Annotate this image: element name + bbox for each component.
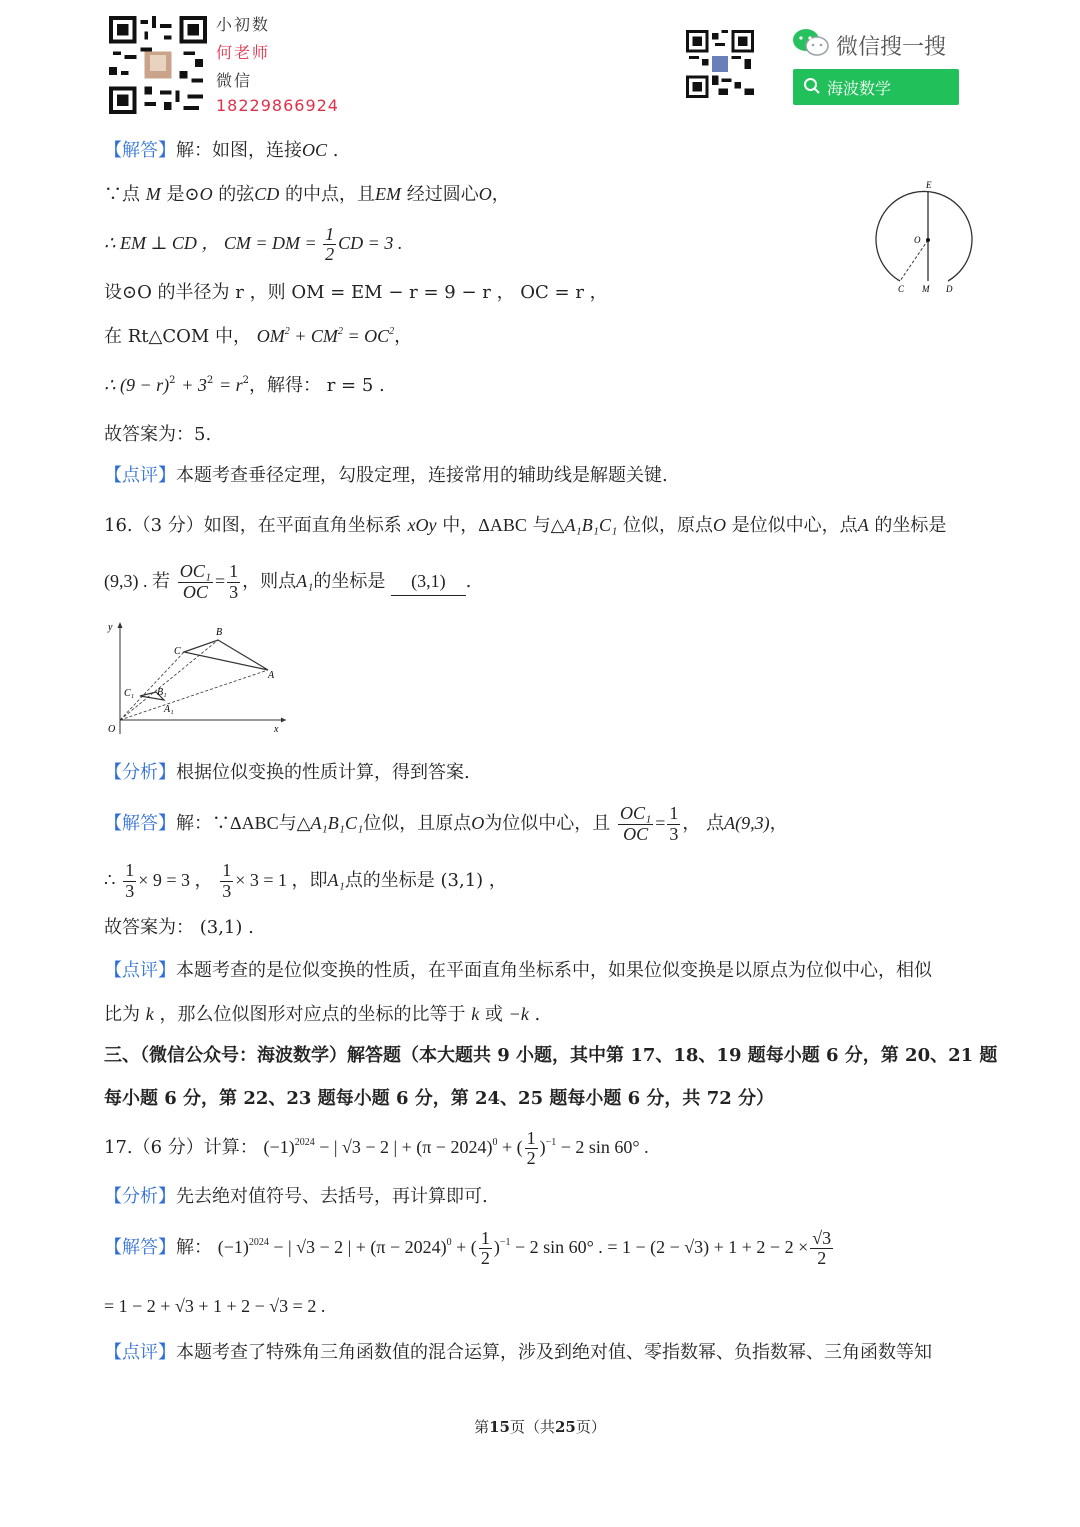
text: 解： [176, 1237, 212, 1258]
label-O: O [108, 724, 116, 735]
label-x: x [274, 724, 279, 735]
fraction: $\frac{1}{2}$ [526, 1127, 536, 1169]
fraction: $\frac{\text{OC₁}}{OC}$ [179, 560, 211, 602]
math: − 2 sin 60° . [514, 1237, 603, 1257]
math: ∴ (9 − r) [104, 375, 170, 395]
label-E: E [926, 180, 932, 190]
math: −1 [545, 1137, 557, 1148]
text: 根据位似变换的性质计算，得到答案. [176, 762, 470, 783]
text: 在 Rt△COM 中， [104, 326, 252, 347]
text: 本题考查垂径定理，勾股定理，连接常用的辅助线是解题关键. [176, 465, 668, 486]
search-button[interactable] [793, 69, 959, 105]
label-A: A [268, 670, 275, 681]
page-total: 25 [555, 1418, 576, 1436]
text: 位似，且原点 [363, 813, 472, 834]
math: × 3 = 1 ，即 [235, 870, 328, 890]
text: ，则点 [242, 571, 297, 592]
handwriting-line-2: 何老师 [216, 43, 271, 62]
wechat-search-label: 微信搜一搜 [836, 35, 947, 60]
fraction: $\frac{\text{OC₁}}{OC}$ [619, 802, 652, 844]
text: 16.（3 分）如图，在平面直角坐标系 [104, 515, 402, 536]
answer-line-1: 【解答】解：如图，连接OC . [104, 140, 339, 161]
handwriting-phone: 18229866924 [216, 96, 339, 115]
math: OM [256, 326, 285, 346]
math: ) [539, 1137, 546, 1157]
math: CD [254, 184, 280, 204]
q16-line-1 [104, 512, 946, 539]
text: (9,3) . 若 [104, 571, 170, 591]
page-footer [0, 1416, 1080, 1437]
text: ， [769, 813, 788, 834]
math: O [199, 184, 213, 204]
fraction: $\frac{1}{3}$ [125, 859, 135, 901]
dianping-tag: 【点评】 [104, 1342, 176, 1363]
text: 经过圆心 [406, 184, 479, 205]
answer-line-7: 故答案为：5. [104, 424, 212, 445]
math: − | √3 − 2 | + (π − 2024) [273, 1237, 447, 1257]
math: A₁B₁C₁ [564, 515, 618, 535]
q16-answer: 故答案为： (3,1) . [104, 917, 254, 938]
text: 位似，原点 [622, 515, 713, 536]
section-heading-line-1: 三、（微信公众号：海波数学）解答题（本大题共 9 小题，其中第 17、18、19 题每小题 6 分，第 20、21 题 [104, 1045, 998, 1066]
math: xOy [407, 515, 437, 535]
text: 点的坐标是 (3,1) ， [344, 870, 507, 891]
math: 0 [446, 1237, 452, 1248]
answer-line-2 [104, 181, 510, 208]
text: ∵点 [104, 184, 140, 205]
jieda-tag: 【解答】 [104, 813, 176, 834]
label-M: M [922, 284, 930, 294]
jieda-tag: 【解答】 [104, 140, 176, 161]
math: = r [218, 375, 243, 395]
answer-line-4: 设⊙O 的半径为 r ，则 OM = EM − r = 9 − r ， OC = r ， [104, 282, 608, 303]
q17-dianping [104, 1340, 932, 1366]
text: ，那么位似图形对应点的坐标的比等于 [159, 1004, 466, 1025]
label-C: C [898, 284, 905, 294]
text: ∴ [104, 870, 116, 891]
fraction: $\frac{1}{3}$ [669, 802, 679, 844]
math: ΔABC [230, 813, 279, 833]
math: EM [375, 184, 402, 204]
text: 先去绝对值符号、去括号，再计算即可. [176, 1186, 488, 1207]
text: 为位似中心，且 [484, 813, 611, 834]
math: = OC [347, 326, 390, 346]
text: 本题考查的是位似变换的性质，在平面直角坐标系中，如果位似变换是以原点为位似中心，相似 [176, 960, 932, 981]
label-C1: C₁ [124, 688, 135, 699]
q17-jieda-1 [104, 1222, 835, 1272]
text: ， [394, 326, 413, 347]
fraction: $\frac{1}{2}$ [480, 1227, 490, 1269]
text: 是位似中心，点 [731, 515, 858, 536]
q16-dianping-1 [104, 958, 932, 984]
text: 17.（6 分）计算： [104, 1137, 258, 1158]
handwriting-line-1: 小初数 [216, 15, 271, 34]
q16-dianping-2 [104, 1001, 540, 1028]
text: 或 [484, 1004, 503, 1025]
math: k [471, 1004, 480, 1024]
text: 比为 [104, 1004, 140, 1025]
text: ， [491, 184, 510, 205]
math: (−1) [217, 1237, 249, 1257]
math: + CM [294, 326, 338, 346]
math: 0 [492, 1137, 498, 1148]
text: 的坐标是 [313, 571, 386, 592]
label-D: D [946, 284, 953, 294]
fraction: $\frac{1}{2}$ [325, 223, 335, 265]
text: 与△ [532, 515, 565, 536]
qr-code-contact [108, 16, 208, 114]
q17-question [104, 1122, 649, 1172]
text: 页） [575, 1418, 606, 1436]
section-heading-line-2: 每小题 6 分，第 22、23 题每小题 6 分，第 24、25 题每小题 6 分，共 72 分） [104, 1088, 775, 1109]
text: 的坐标是 [874, 515, 947, 536]
math: + ( [501, 1137, 523, 1157]
handwriting-line-3: 微信 [216, 71, 253, 90]
math: − | √3 − 2 | + (π − 2024) [319, 1137, 493, 1157]
math: A [857, 515, 869, 535]
answer-line-3 [104, 218, 402, 268]
text: 的中点，且 [285, 184, 376, 205]
page-number: 15 [489, 1418, 510, 1436]
fraction: $\frac{1}{3}$ [222, 859, 232, 901]
text: 与△ [278, 813, 311, 834]
math: − 2 sin 60° . [560, 1137, 649, 1157]
math: 2024 [248, 1237, 269, 1248]
math: CD = 3 . [338, 233, 403, 253]
dianping-tag: 【点评】 [104, 465, 176, 486]
text: 是⊙ [166, 184, 200, 205]
fraction: $\frac{√3}{2}$ [812, 1227, 832, 1269]
text: 页（共 [509, 1418, 555, 1436]
jieda-tag: 【解答】 [104, 1237, 176, 1258]
answer-line-6: ∴ $(9 - r)^2 + 3^2 = r^2$，解得： r = 5 . [104, 375, 385, 396]
fenxi-tag: 【分析】 [104, 1186, 176, 1207]
text: 解：如图，连接 [176, 140, 302, 161]
math: = 1 − (2 − √3) + 1 + 2 − 2 × [607, 1237, 809, 1257]
label-B: B [216, 627, 223, 638]
q16-jieda-2 [104, 855, 507, 905]
search-icon [803, 77, 821, 100]
math: + 3 [181, 375, 207, 395]
dianping-tag: 【点评】 [104, 960, 176, 981]
math: A₁ [327, 870, 345, 890]
text: ， 点 [682, 813, 725, 834]
math: O [471, 813, 485, 833]
math: 2024 [294, 1137, 315, 1148]
q16-jieda-1 [104, 798, 788, 848]
math: −k [508, 1004, 529, 1024]
math: A₁ [296, 571, 314, 591]
answer-blank: (3,1) [391, 568, 466, 596]
math: O [712, 515, 726, 535]
label-C: C [174, 646, 181, 657]
math: + ( [456, 1237, 477, 1257]
math: −1 [499, 1237, 511, 1248]
label-y: y [108, 622, 113, 633]
answer-line-5: 在 Rt△COM 中， $OM^2 + CM^2 = OC^2$， [104, 326, 413, 347]
math: ) [493, 1237, 500, 1257]
math: M [145, 184, 161, 204]
math: = [655, 813, 666, 833]
circle-figure [870, 176, 990, 300]
text: ，解得： r = 5 . [249, 375, 385, 396]
math: O [478, 184, 492, 204]
math: A₁B₁C₁ [310, 813, 364, 833]
search-button-label: 海波数学 [827, 79, 892, 98]
label-B1: B₁ [157, 687, 167, 698]
math: A(9,3) [724, 813, 770, 833]
dianping-line [104, 463, 668, 489]
math: × 9 = 3 ， [138, 870, 213, 890]
math: = [215, 571, 226, 591]
text: . [534, 1004, 541, 1025]
math: ∴ EM ⊥ CD ， CM = DM = [104, 233, 322, 253]
q16-line-2 [104, 556, 471, 606]
math: ΔABC [478, 515, 527, 535]
coordinate-figure [100, 616, 290, 740]
text: 的弦 [218, 184, 255, 205]
fraction: $\frac{1}{3}$ [229, 560, 239, 602]
text: 中， [442, 515, 479, 536]
text: 解：∵ [176, 813, 230, 834]
text: . [465, 571, 472, 592]
wechat-logo-icon [792, 28, 830, 58]
q17-jieda-2: = 1 − 2 + √3 + 1 + 2 − √3 = 2 . [104, 1296, 326, 1316]
text: 第 [474, 1418, 490, 1436]
q17-fenxi [104, 1184, 488, 1210]
math: (−1) [263, 1137, 295, 1157]
math: k [145, 1004, 154, 1024]
label-A1: A₁ [164, 704, 174, 715]
qr-code-wechat [686, 30, 754, 98]
math: OC [302, 140, 328, 160]
q16-fenxi [104, 760, 470, 786]
fenxi-tag: 【分析】 [104, 762, 176, 783]
text: 本题考查了特殊角三角函数值的混合运算，涉及到绝对值、零指数幂、负指数幂、三角函数等知 [176, 1342, 932, 1363]
label-O: O [914, 235, 921, 245]
